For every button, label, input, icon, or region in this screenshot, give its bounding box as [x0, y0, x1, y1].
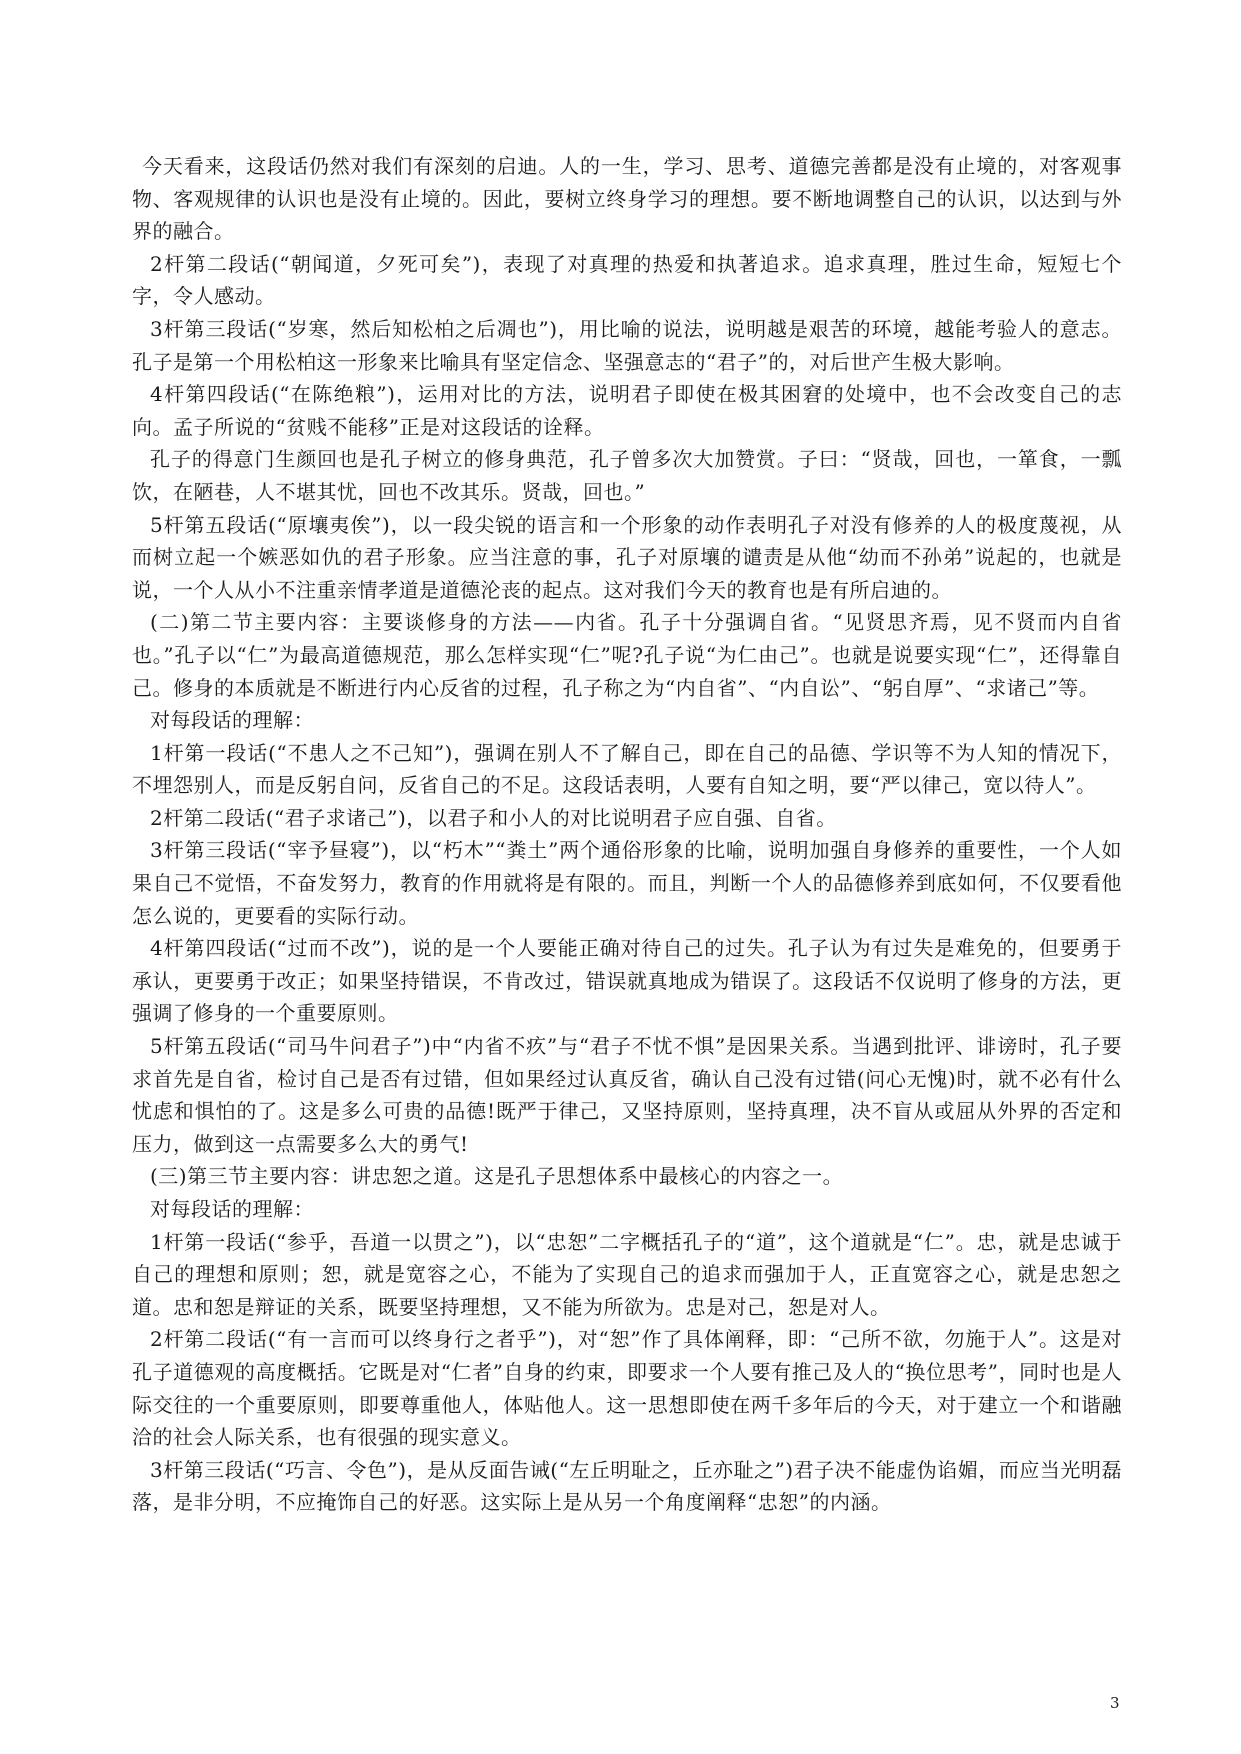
- paragraph-section1-item5: 5杆第五段话(“原壤夷俟”)，以一段尖锐的语言和一个形象的动作表明孔子对没有修养的人的极度蔑视，从而树立起一个嫉恶如仇的君子形象。应当注意的事，孔子对原壤的谴责是从他“幼而不孙弟”说起的，也就是说，一个人从小不注重亲情孝道是道德沦丧的起点。这对我们今天的教育也是有所启迪的。: [132, 512, 1122, 602]
- paragraph-section2-item3: 3杆第三段话(“宰予昼寝”)，以“朽木”“粪土”两个通俗形象的比喻，说明加强自身修养的重要性，一个人如果自己不觉悟，不奋发努力，教育的作用就将是有限的。而且，判断一个人的品德修养到底如何，不仅要看他怎么说的，更要看的实际行动。: [132, 838, 1122, 928]
- page-number: 3: [1110, 1694, 1120, 1712]
- paragraph-section2-item5: 5杆第五段话(“司马牛问君子”)中“内省不疚”与“君子不忧不惧”是因果关系。当遇到批评、诽谤时，孔子要求首先是自省，检讨自己是否有过错，但如果经过认真反省，确认自己没有过错(问心无愧)时，就不必有什么忧虑和惧怕的了。这是多么可贵的品德!既严于律己，又坚持原则，坚持真理，决不盲从或屈从外界的否定和压力，做到这一点需要多么大的勇气!: [132, 1034, 1122, 1156]
- paragraph-section3-item3: 3杆第三段话(“巧言、令色”)，是从反面告诫(“左丘明耻之，丘亦耻之”)君子决不能虚伪谄媚，而应当光明磊落，是非分明，不应掩饰自己的好恶。这实际上是从另一个角度阐释“忠恕”的内涵。: [132, 1457, 1122, 1515]
- paragraph-section1-item4: 4杆第四段话(“在陈绝粮”)，运用对比的方法，说明君子即使在极其困窘的处境中，也不会改变自己的志向。孟子所说的“贫贱不能移”正是对这段话的诠释。: [132, 382, 1122, 439]
- paragraph-section1-item3: 3杆第三段话(“岁寒，然后知松柏之后凋也”)，用比喻的说法，说明越是艰苦的环境，越能考验人的意志。孔子是第一个用松柏这一形象来比喻具有坚定信念、坚强意志的“君子”的，对后世产生极大影响。: [132, 316, 1122, 374]
- paragraph-section3-understanding-label: 对每段话的理解：: [150, 1197, 314, 1221]
- paragraph-section3-item2: 2杆第二段话(“有一言而可以终身行之者乎”)，对“恕”作了具体阐释，即：“己所不欲，勿施于人”。这是对孔子道德观的高度概括。它既是对“仁者”自身的约束，即要求一个人要有推己及人的“换位思考”，同时也是人际交往的一个重要原则，即要尊重他人，体贴他人。这一思想即使在两千多年后的今天，对于建立一个和谐融洽的社会人际关系，也有很强的现实意义。: [132, 1327, 1122, 1450]
- paragraph-section2-understanding-label: 对每段话的理解：: [150, 708, 314, 733]
- paragraph-section3-heading: (三)第三节主要内容：讲忠恕之道。这是孔子思想体系中最核心的内容之一。: [150, 1164, 844, 1189]
- paragraph-section2-heading: (二)第二节主要内容：主要谈修身的方法——内省。孔子十分强调自省。“见贤思齐焉，见不贤而内自省也。”孔子以“仁”为最高道德规范，那么怎样实现“仁”呢?孔子说“为仁由己”。也就是说要实现“仁”，还得靠自己。修身的本质就是不断进行内心反省的过程，孔子称之为“内自省”、“内自讼”、“躬自厚”、“求诸己”等。: [132, 610, 1122, 700]
- paragraph-lifelong-learning: 今天看来，这段话仍然对我们有深刻的启迪。人的一生，学习、思考、道德完善都是没有止境的，对客观事物、客观规律的认识也是没有止境的。因此，要树立终身学习的理想。要不断地调整自己的认识，以达到与外界的融合。: [132, 154, 1122, 244]
- paragraph-section1-item2: 2杆第二段话(“朝闻道，夕死可矣”)，表现了对真理的热爱和执著追求。追求真理，胜过生命，短短七个字，令人感动。: [132, 251, 1122, 309]
- paragraph-section2-item4: 4杆第四段话(“过而不改”)，说的是一个人要能正确对待自己的过失。孔子认为有过失是难免的，但要勇于承认，更要勇于改正；如果坚持错误，不肯改过，错误就真地成为错误了。这段话不仅说明了修身的方法，更强调了修身的一个重要原则。: [132, 936, 1122, 1026]
- paragraph-section2-item1: 1杆第一段话(“不患人之不己知”)，强调在别人不了解自己，即在自己的品德、学识等不为人知的情况下，不埋怨别人，而是反躬自问，反省自己的不足。这段话表明，人要有自知之明，要“严以律己，宽以待人”。: [132, 740, 1122, 798]
- paragraph-section2-item2: 2杆第二段话(“君子求诸己”)，以君子和小人的对比说明君子应自强、自省。: [150, 805, 837, 830]
- paragraph-yan-hui: 孔子的得意门生颜回也是孔子树立的修身典范，孔子曾多次大加赞赏。子曰：“贤哉，回也，一箪食，一瓢饮，在陋巷，人不堪其忧，回也不改其乐。贤哉，回也。”: [132, 447, 1122, 504]
- document-body: [132, 150, 1122, 1519]
- paragraph-section3-item1: 1杆第一段话(“参乎，吾道一以贯之”)，以“忠恕”二字概括孔子的“道”，这个道就是“仁”。忠，就是忠诚于自己的理想和原则；恕，就是宽容之心，不能为了实现自己的追求而强加于人，正直宽容之心，就是忠恕之道。忠和恕是辩证的关系，既要坚持理想，又不能为所欲为。忠是对己，恕是对人。: [132, 1229, 1122, 1319]
